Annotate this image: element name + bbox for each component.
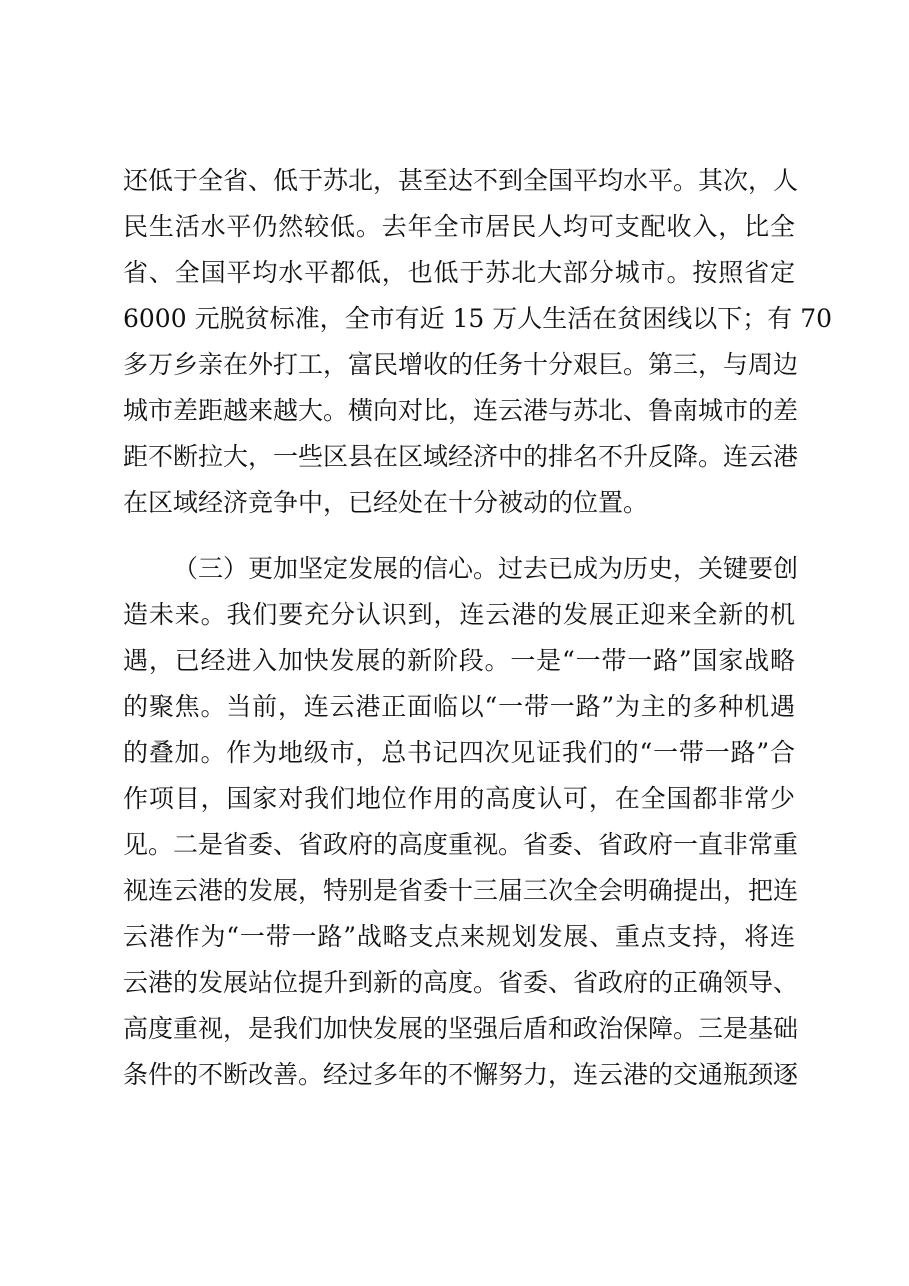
text-line: 条件的不断改善。经过多年的不懈努力，连云港的交通瓶颈逐 [123, 1060, 799, 1089]
document-body [123, 158, 833, 1098]
text-line: 视连云港的发展，特别是省委十三届三次全会明确提出，把连 [123, 876, 799, 905]
text-line: 还低于全省、低于苏北，甚至达不到全国平均水平。其次，人 [123, 166, 799, 195]
paragraph-development-gap [123, 158, 833, 526]
paragraph-development-confidence [123, 546, 799, 1098]
text-line: 民生活水平仍然较低。去年全市居民人均可支配收入，比全 [123, 212, 795, 241]
text-line: 云港的发展站位提升到新的高度。省委、省政府的正确领导、 [123, 968, 799, 997]
text-line: 在区域经济竞争中，已经处在十分被动的位置。 [123, 488, 649, 517]
text-line: 的聚焦。当前，连云港正面临以“一带一路”为主的多种机遇 [123, 692, 795, 721]
text-line: 高度重视，是我们加快发展的坚强后盾和政治保障。三是基础 [123, 1014, 799, 1043]
text-line: （三）更加坚定发展的信心。过去已成为历史，关键要创 [173, 554, 799, 583]
text-line: 云港作为“一带一路”战略支点来规划发展、重点支持，将连 [123, 922, 795, 951]
text-line: 的叠加。作为地级市，总书记四次见证我们的“一带一路”合 [123, 738, 795, 767]
text-line: 城市差距越来越大。横向对比，连云港与苏北、鲁南城市的差 [123, 396, 799, 425]
text-line: 省、全国平均水平都低，也低于苏北大部分城市。按照省定 [123, 258, 795, 287]
text-line: 造未来。我们要充分认识到，连云港的发展正迎来全新的机 [123, 600, 795, 629]
text-line: 见。二是省委、省政府的高度重视。省委、省政府一直非常重 [123, 830, 799, 859]
text-line: 作项目，国家对我们地位作用的高度认可，在全国都非常少 [123, 784, 795, 813]
text-line: 多万乡亲在外打工，富民增收的任务十分艰巨。第三，与周边 [123, 350, 799, 379]
text-line: 距不断拉大，一些区县在区域经济中的排名不升反降。连云港 [123, 442, 799, 471]
text-line: 6000 元脱贫标准，全市有近 15 万人生活在贫困线以下；有 70 [123, 304, 833, 333]
text-line: 遇，已经进入加快发展的新阶段。一是“一带一路”国家战略 [123, 646, 795, 675]
paragraph-spacer [123, 526, 795, 546]
